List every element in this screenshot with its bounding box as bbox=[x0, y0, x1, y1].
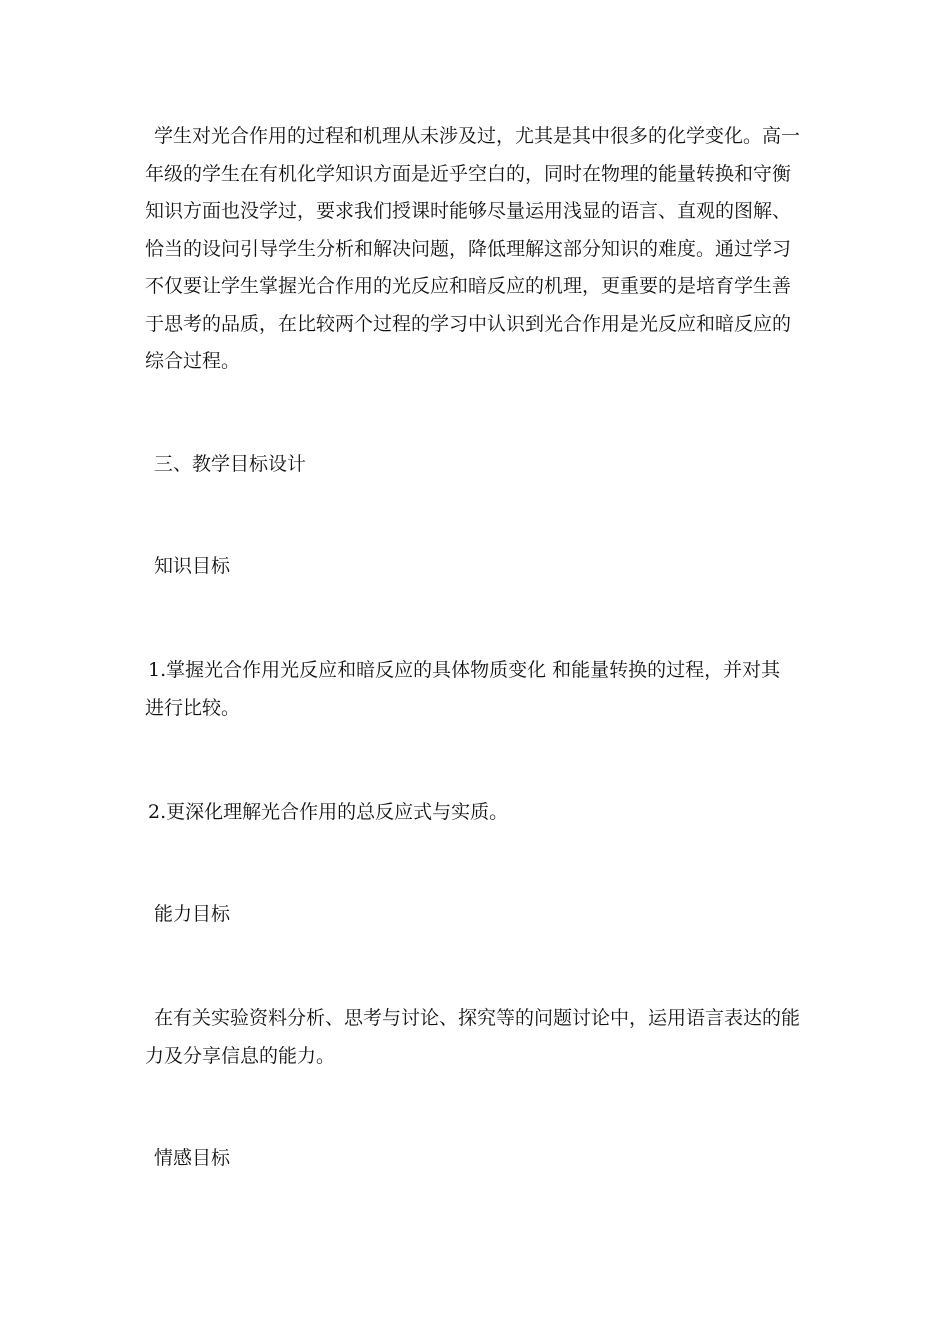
knowledge-item-2 bbox=[145, 794, 809, 832]
intro-line-5: 不仅要让学生掌握光合作用的光反应和暗反应的机理，更重要的是培育学生善 bbox=[145, 275, 792, 297]
knowledge-item-2-text: 2.更深化理解光合作用的总反应式与实质。 bbox=[148, 801, 509, 823]
section-heading-text: 三、教学目标设计 bbox=[154, 453, 307, 475]
ability-line-2: 力及分享信息的能力。 bbox=[145, 1044, 336, 1067]
knowledge-goal-heading bbox=[145, 548, 809, 586]
intro-line-2: 年级的学生在有机化学知识方面是近乎空白的，同时在物理的能量转换和守衡 bbox=[145, 162, 792, 185]
ability-goal-heading-text: 能力目标 bbox=[154, 903, 231, 925]
intro-paragraph bbox=[145, 118, 809, 381]
emotion-goal-heading-text: 情感目标 bbox=[154, 1147, 231, 1169]
knowledge-item-1-line-1: 1.掌握光合作用光反应和暗反应的具体物质变化 和能量转换的过程，并对其 bbox=[148, 659, 781, 681]
emotion-goal-heading bbox=[145, 1140, 809, 1178]
intro-line-6: 于思考的品质，在比较两个过程的学习中认识到光合作用是光反应和暗反应的 bbox=[145, 312, 792, 335]
knowledge-item-1 bbox=[145, 652, 809, 727]
knowledge-goal-heading-text: 知识目标 bbox=[154, 555, 231, 577]
section-heading bbox=[145, 446, 809, 484]
intro-line-1: 学生对光合作用的过程和机理从未涉及过，尤其是其中很多的化学变化。高一 bbox=[154, 125, 801, 147]
ability-paragraph bbox=[145, 1000, 809, 1075]
ability-line-1: 在有关实验资料分析、思考与讨论、探究等的问题讨论中，运用语言表达的能 bbox=[154, 1007, 801, 1029]
intro-line-3: 知识方面也没学过，要求我们授课时能够尽量运用浅显的语言、直观的图解、 bbox=[145, 200, 792, 222]
knowledge-item-1-line-2: 进行比较。 bbox=[145, 696, 241, 719]
ability-goal-heading bbox=[145, 896, 809, 934]
intro-line-7: 综合过程。 bbox=[145, 350, 241, 372]
intro-line-4: 恰当的设问引导学生分析和解决问题，降低理解这部分知识的难度。通过学习 bbox=[145, 237, 792, 260]
